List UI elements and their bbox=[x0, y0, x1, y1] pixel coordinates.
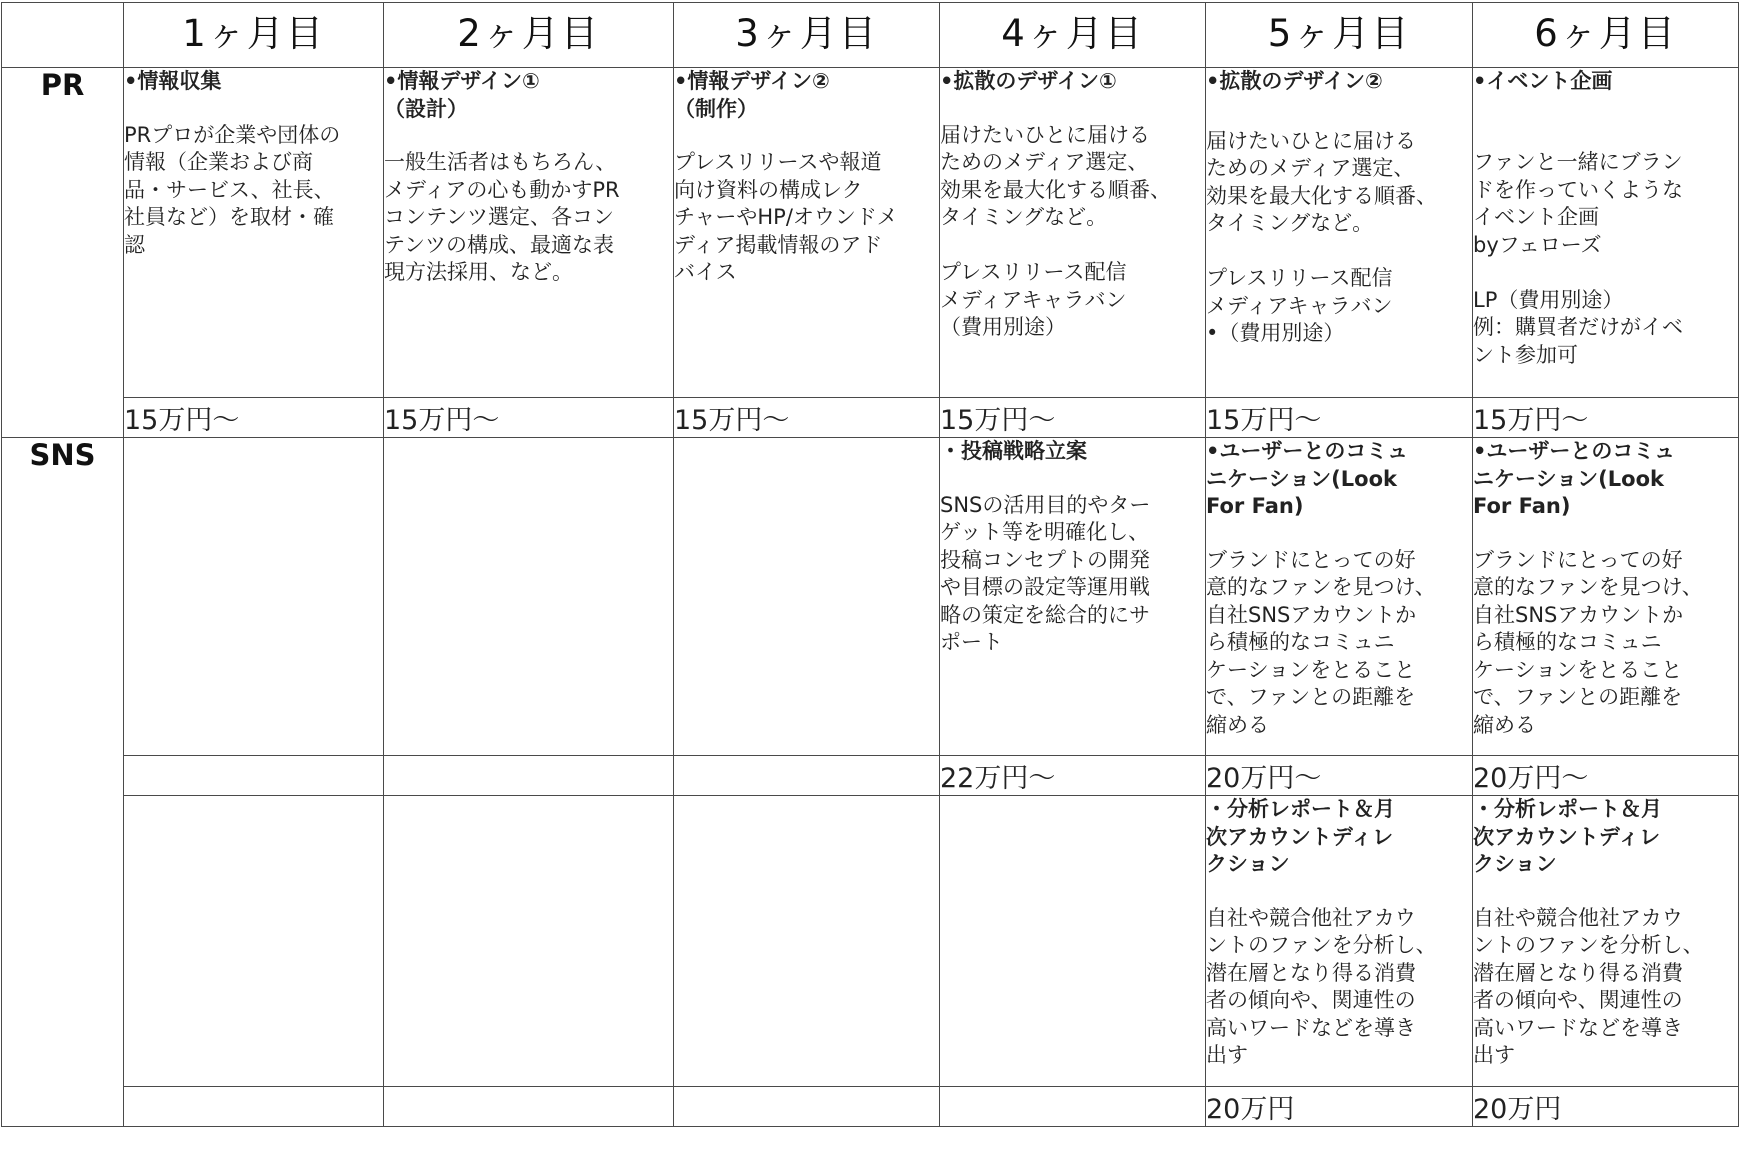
sns-analysis-cell-month-4 bbox=[940, 796, 1206, 1087]
pr-cell-title: •情報収集 bbox=[124, 69, 222, 93]
sns-analysis-price-row bbox=[2, 1087, 1739, 1127]
pr-price-month-6: 15万円〜 bbox=[1473, 398, 1739, 438]
sns-analysis-price-month-5: 20万円 bbox=[1206, 1087, 1473, 1127]
month-1-header: 1ヶ月目 bbox=[124, 3, 384, 68]
sns-analysis-cell-month-2 bbox=[384, 796, 674, 1087]
sns-price-month-3 bbox=[674, 756, 940, 796]
month-2-header: 2ヶ月目 bbox=[384, 3, 674, 68]
sns-strategy-row bbox=[2, 438, 1739, 756]
sns-cell-description: SNSの活用目的やター ゲット等を明確化し、 投稿コンセプトの開発 や目標の設定等運用戦 略の策定を総合的にサ ポート bbox=[940, 492, 1151, 654]
sns-cell-description: ブランドにとっての好 意的なファンを見つけ、 自社SNSアカウントか ら積極的なコミュニ ケーションをとること で、ファンとの距離を 縮める bbox=[1473, 547, 1703, 737]
pr-content-row bbox=[2, 68, 1739, 398]
pr-cell-month-6 bbox=[1473, 68, 1739, 398]
pr-price-month-1: 15万円〜 bbox=[124, 398, 384, 438]
sns-cell-title: •ユーザーとのコミュ ニケーション(Look For Fan) bbox=[1473, 439, 1676, 518]
sns-price-month-4: 22万円〜 bbox=[940, 756, 1206, 796]
service-plan-table bbox=[1, 2, 1739, 1127]
sns-cell-month-5 bbox=[1206, 438, 1473, 756]
sns-analysis-title: ・分析レポート＆月 次アカウントディレ クション bbox=[1473, 797, 1662, 876]
sns-analysis-price-month-4 bbox=[940, 1087, 1206, 1127]
pr-price-month-4: 15万円〜 bbox=[940, 398, 1206, 438]
header-row bbox=[2, 3, 1739, 68]
pr-cell-month-1 bbox=[124, 68, 384, 398]
sns-price-month-5: 20万円〜 bbox=[1206, 756, 1473, 796]
pr-cell-title: •拡散のデザイン① bbox=[940, 69, 1117, 93]
pr-cell-description: 届けたいひとに届ける ためのメディア選定、 効果を最大化する順番、 タイミングなど。 プレスリリース配信 メディアキャラバン （費用別途） bbox=[940, 122, 1171, 339]
sns-price-month-1 bbox=[124, 756, 384, 796]
sns-strategy-price-row bbox=[2, 756, 1739, 796]
sns-cell-month-1 bbox=[124, 438, 384, 756]
corner-cell bbox=[2, 3, 124, 68]
pr-cell-description: 一般生活者はもちろん、 メディアの心も動かすPR コンテンツ選定、各コン テンツの構成、最適な表 現方法採用、など。 bbox=[384, 150, 620, 284]
sns-cell-month-3 bbox=[674, 438, 940, 756]
pr-price-month-5: 15万円〜 bbox=[1206, 398, 1473, 438]
sns-cell-month-4 bbox=[940, 438, 1206, 756]
sns-analysis-title: ・分析レポート＆月 次アカウントディレ クション bbox=[1206, 797, 1395, 876]
sns-price-month-6: 20万円〜 bbox=[1473, 756, 1739, 796]
pr-cell-month-2 bbox=[384, 68, 674, 398]
pr-cell-title: •情報デザイン① （設計） bbox=[384, 69, 540, 121]
sns-analysis-cell-month-3 bbox=[674, 796, 940, 1087]
pr-cell-title: •拡散のデザイン② bbox=[1206, 69, 1383, 93]
sns-analysis-description: 自社や競合他社アカウ ントのファンを分析し、 潜在層となり得る消費 者の傾向や、関連性の 高いワードなどを導き 出す bbox=[1206, 905, 1437, 1067]
sns-cell-month-6 bbox=[1473, 438, 1739, 756]
pr-cell-month-3 bbox=[674, 68, 940, 398]
month-6-header: 6ヶ月目 bbox=[1473, 3, 1739, 68]
month-4-header: 4ヶ月目 bbox=[940, 3, 1206, 68]
sns-row-label: SNS bbox=[2, 438, 124, 1127]
sns-analysis-price-month-3 bbox=[674, 1087, 940, 1127]
pr-price-month-3: 15万円〜 bbox=[674, 398, 940, 438]
pr-cell-description: ファンと一緒にブラン ドを作っていくような イベント企画 byフェローズ LP（費用別途） 例：購買者だけがイベ ント参加可 bbox=[1473, 150, 1683, 367]
pr-cell-description: プレスリリースや報道 向け資料の構成レク チャーやHP/オウンドメ ディア掲載情報のアド バイス bbox=[674, 150, 898, 284]
month-5-header: 5ヶ月目 bbox=[1206, 3, 1473, 68]
sns-cell-title: •ユーザーとのコミュ ニケーション(Look For Fan) bbox=[1206, 439, 1409, 518]
sns-cell-title: ・投稿戦略立案 bbox=[940, 439, 1087, 463]
pr-cell-description: 届けたいひとに届ける ためのメディア選定、 効果を最大化する順番、 タイミングなど。 プレスリリース配信 メディアキャラバン •（費用別途） bbox=[1206, 128, 1437, 345]
sns-analysis-row bbox=[2, 796, 1739, 1087]
pr-cell-month-5 bbox=[1206, 68, 1473, 398]
sns-price-month-2 bbox=[384, 756, 674, 796]
sns-analysis-cell-month-1 bbox=[124, 796, 384, 1087]
pr-cell-title: •情報デザイン② （制作） bbox=[674, 69, 830, 121]
sns-cell-description: ブランドにとっての好 意的なファンを見つけ、 自社SNSアカウントか ら積極的なコミュニ ケーションをとること で、ファンとの距離を 縮める bbox=[1206, 547, 1436, 737]
pr-cell-description: PRプロが企業や団体の 情報（企業および商 品・サービス、社長、 社員など）を取材・確 認 bbox=[124, 122, 341, 257]
sns-analysis-price-month-1 bbox=[124, 1087, 384, 1127]
sns-analysis-description: 自社や競合他社アカウ ントのファンを分析し、 潜在層となり得る消費 者の傾向や、関連性の 高いワードなどを導き 出す bbox=[1473, 905, 1704, 1067]
sns-analysis-cell-month-6 bbox=[1473, 796, 1739, 1087]
sns-analysis-cell-month-5 bbox=[1206, 796, 1473, 1087]
pr-cell-title: •イベント企画 bbox=[1473, 69, 1613, 93]
pr-cell-month-4 bbox=[940, 68, 1206, 398]
pr-price-month-2: 15万円〜 bbox=[384, 398, 674, 438]
pr-row-label: PR bbox=[2, 68, 124, 438]
sns-cell-month-2 bbox=[384, 438, 674, 756]
sns-analysis-price-month-6: 20万円 bbox=[1473, 1087, 1739, 1127]
pr-price-row bbox=[2, 398, 1739, 438]
month-3-header: 3ヶ月目 bbox=[674, 3, 940, 68]
sns-analysis-price-month-2 bbox=[384, 1087, 674, 1127]
